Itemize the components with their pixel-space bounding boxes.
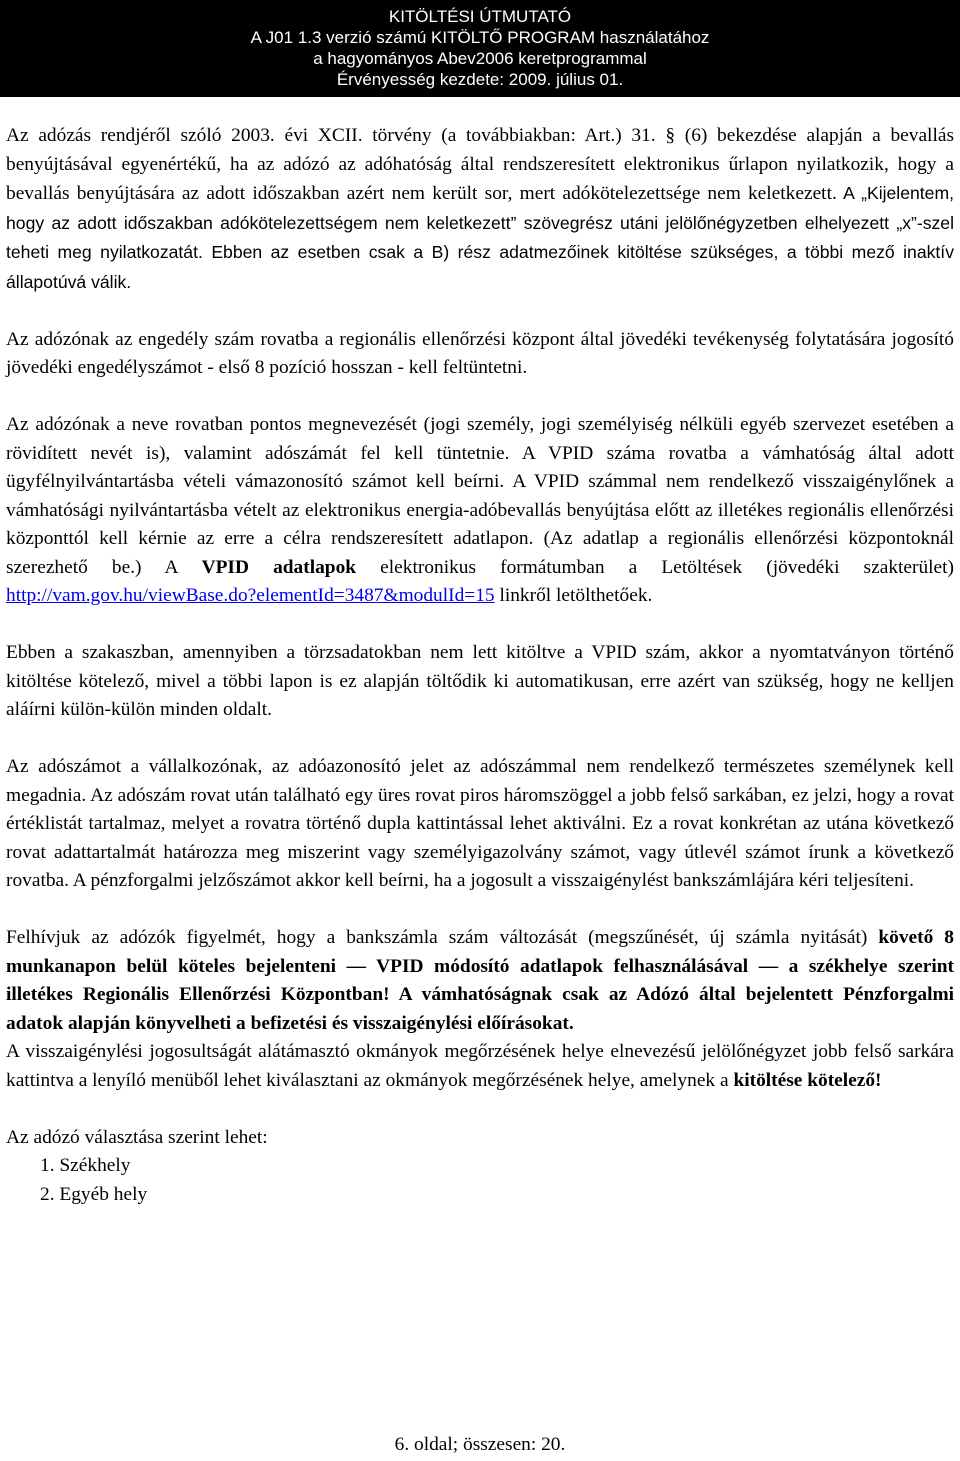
- header-title: KITÖLTÉSI ÚTMUTATÓ: [388, 7, 572, 26]
- paragraph-document-storage: [6, 1038, 954, 1095]
- list-item: 2. Egyéb hely: [40, 1183, 148, 1205]
- bold-text: VPID adatlapok: [201, 556, 357, 578]
- paragraph-name-vpid: [6, 411, 954, 611]
- paragraph-text: elektronikus formátumban a Letöltések (jövedéki szakterület): [356, 556, 954, 578]
- paragraph-section-vpid: Ebben a szakaszban, amennyiben a törzsadatokban nem lett kitöltve a VPID szám, akkor a nyomtatványon történő kitöltése kötelező, mivel a többi lapon is ez alapján töltődik ki automatikusan, erre azért van szükség, hogy ne kelljen aláírni külön-külön minden oldalt.: [6, 642, 954, 720]
- bold-text: követő 8 munkanapon belül köteles bejelenteni — VPID módosító adatlapok felhasználásával — a székhelye szerint illetékes Regionális Ellenőrzési Központban! A vámhatóságnak csak az Adózó által bejelentett Pénzforgalmi adatok alapján könyvelheti a befizetési és visszaigénylési előírásokat.: [6, 927, 954, 1034]
- paragraph-choice-intro: Az adózó választása szerint lehet:: [6, 1126, 268, 1148]
- choice-list: [6, 1152, 954, 1209]
- paragraph-art-declaration: [6, 122, 954, 297]
- paragraph-license-number: Az adózónak az engedély szám rovatba a regionális ellenőrzési központ által jövedéki tevékenység folytatására jogosító jövedéki engedélyszámot - első 8 pozíció hosszan - kell feltüntetni.: [6, 328, 954, 378]
- paragraph-text: Felhívjuk az adózók figyelmét, hogy a bankszámla szám változását (megszűnését, új számla nyitását): [6, 927, 879, 948]
- paragraph-text: A „Kijelentem, hogy az adott időszakban adókötelezettségem nem keletkezett” szövegrész utáni jelölőnégyzetben elhelyezett „x”-szel teheti meg nyilatkozatát. Ebben az esetben csak a B) rész adatmezőinek kitöltése szükséges, a többi mező inaktív állapotúvá válik.: [6, 183, 954, 292]
- paragraph-text: A visszaigénylési jogosultságát alátámasztó okmányok megőrzésének helye elnevezésű jelölőnégyzet jobb felső sarkára kattintva a lenyíló menüből lehet kiválasztani az okmányok megőrzésének helye, amelynek a: [6, 1041, 954, 1091]
- download-link[interactable]: http://vam.gov.hu/viewBase.do?elementId=3487&modulId=15: [6, 585, 495, 606]
- paragraph-text: Az adózás rendjéről szóló 2003. évi XCII. törvény (a továbbiakban: Art.) 31. § (6) bekezdése alapján a bevallás benyújtásával egyenértékű, ha az adózó az adóhatóság által rendszeresített elektronikus űrlapon nyilatkozik, hogy a bevallás benyújtására az adott időszakban azért nem került sor, mert adókötelezettsége nem keletkezett.: [6, 125, 954, 204]
- paragraph-text: linkről letölthetőek.: [494, 585, 653, 606]
- list-item: 1. Székhely: [40, 1155, 131, 1176]
- paragraph-text: Az adózónak a neve rovatban pontos megnevezését (jogi személy, jogi személyiség nélküli egyéb szervezet esetében a rövidített nevét is), valamint adószámát fel kell tüntetnie. A VPID száma rovatba a vámhatóság által adott ügyfélnyilvántartásba vételi vámazonosító számot kell beírni. A VPID számmal nem rendelkező visszaigénylőnek a vámhatósági nyilvántartásba vételt az elektronikus energia-adóbevallás benyújtása előtt az illetékes regionális ellenőrzési központtól kell kérnie az erre a célra rendszeresített adatlapon. (Az adatlap a regionális ellenőrzési központoknál szerezhető be.) A: [6, 414, 954, 578]
- paragraph-bank-account: [6, 924, 954, 1038]
- bold-text: kitöltése kötelező!: [733, 1069, 882, 1091]
- header-validity: Érvényesség kezdete: 2009. július 01.: [336, 70, 624, 89]
- header-framework: a hagyományos Abev2006 keretprogrammal: [313, 49, 647, 68]
- header-subtitle: A J01 1.3 verzió számú KITÖLTŐ PROGRAM használatához: [250, 28, 710, 47]
- paragraph-tax-number: Az adószámot a vállalkozónak, az adóazonosító jelet az adószámmal nem rendelkező természetes személynek kell megadnia. Az adószám rovat után található egy üres rovat piros háromszöggel a jobb felső sarkában, ez jelzi, hogy a rovat értéklistát tartalmaz, melyet a rovatra történő dupla kattintással lehet aktiválni. Ez a rovat konkrétan az utána következő rovat adattartalmát határozza meg miszerint vagy személyigazolvány számot, vagy útlevél számot írunk a következő rovatba. A pénzforgalmi jelzőszámot akkor kell beírni, ha a jogosult a visszaigénylést bankszámlájára kéri teljesíteni.: [6, 756, 954, 891]
- document-body: [6, 122, 954, 1209]
- document-header: [0, 0, 960, 97]
- page-footer: 6. oldal; összesen: 20.: [394, 1434, 566, 1455]
